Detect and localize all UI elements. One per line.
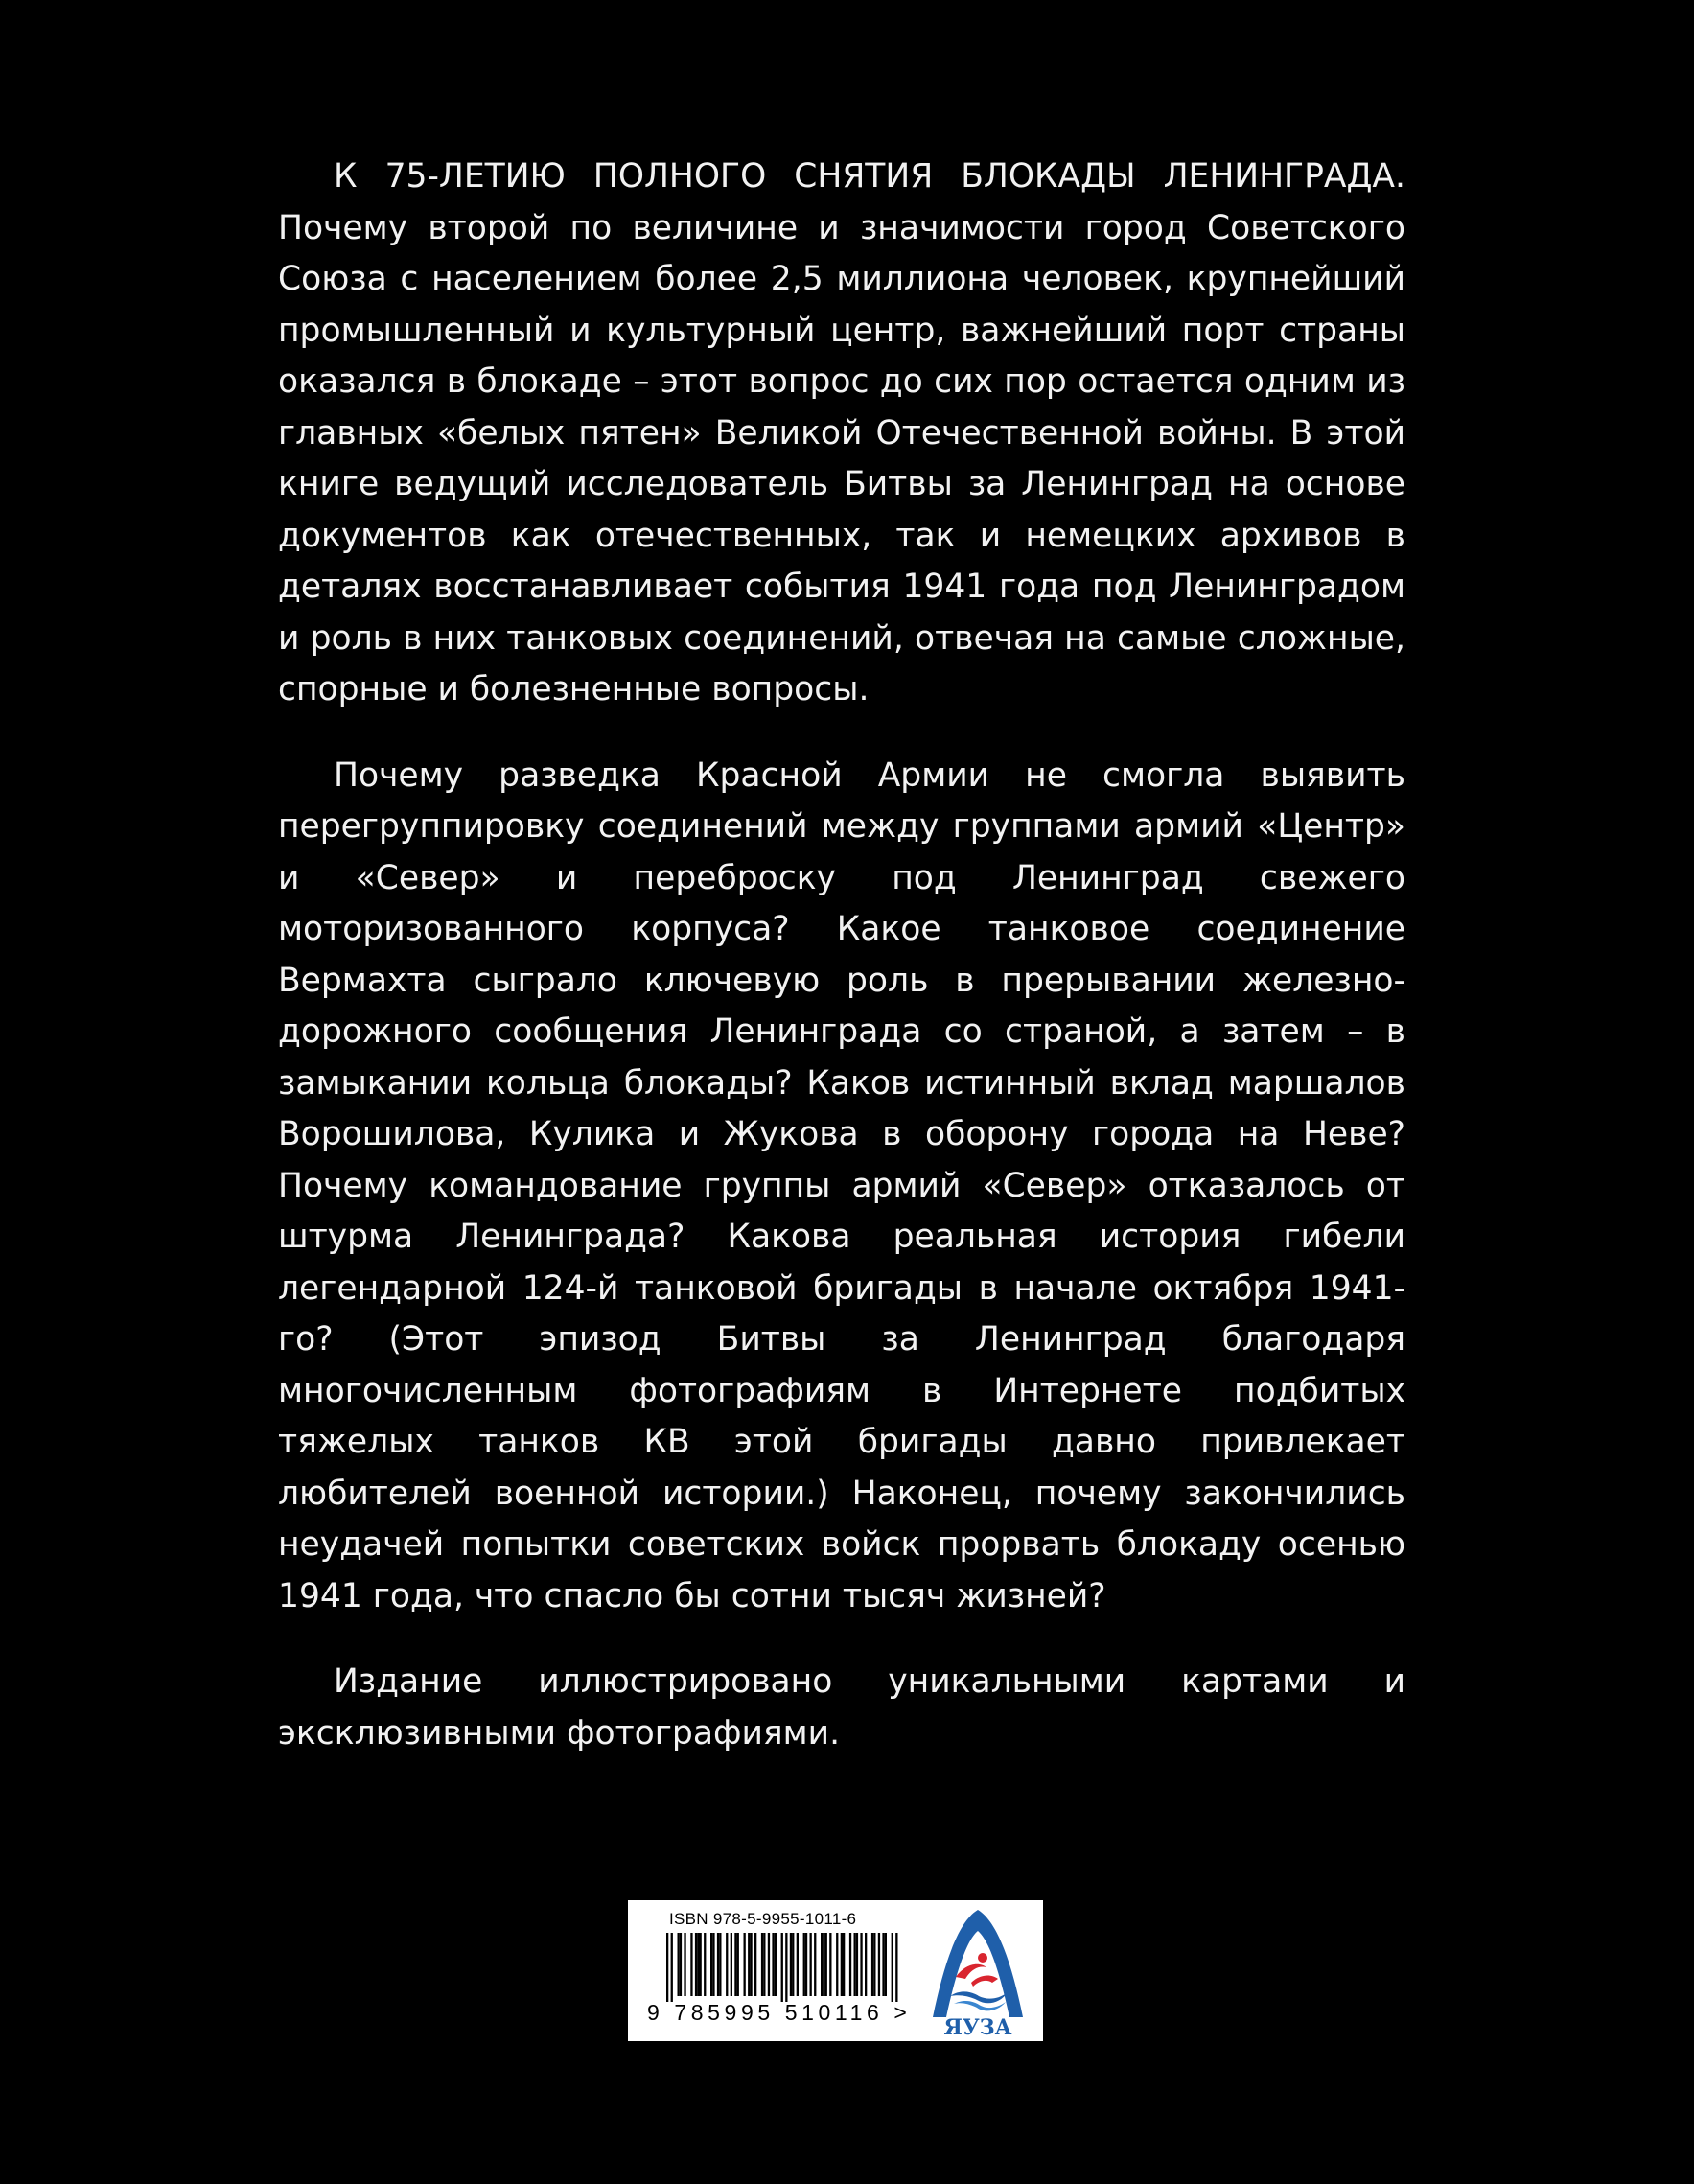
barcode-bar — [805, 1933, 807, 1996]
barcode-bar — [865, 1933, 867, 1996]
annotation-paragraph-1: К 75-ЛЕТИЮ ПОЛНОГО СНЯТИЯ БЛОКАДЫ ЛЕНИНГРАДА. Почему второй по величине и значимости город Советского Союза с населением более 2,5 миллиона человек, крупнейший промышленный и культурный центр, важнейший порт страны оказался в блокаде – этот вопрос до сих пор остается одним из главных «белых пятен» Великой Отечественной войны. В этой книге ведущий исследователь Битвы за Ленинград на основе документов как отечественных, так и немецких архивов в деталях восстанавливает события 1941 года под Ленинградом и роль в них танковых соединений, отвечая на самые сложные, спорные и болезненные вопросы. — [278, 157, 1405, 709]
barcode-bar — [792, 1933, 794, 1996]
barcode-bar — [882, 1933, 884, 1996]
barcode-bar — [892, 1933, 893, 2002]
barcode-bar — [712, 1933, 714, 1996]
barcode-bar — [836, 1933, 838, 1996]
barcode-bar — [854, 1933, 856, 1996]
barcode-bar — [772, 1933, 774, 1996]
barcode-bar — [666, 1933, 668, 2002]
barcode-bar — [684, 1933, 685, 1996]
barcode-bar — [841, 1933, 843, 1996]
barcode-bar — [671, 1933, 673, 2002]
barcode-bar — [878, 1933, 880, 1996]
barcode-bar — [803, 1933, 805, 1996]
barcode-bar — [748, 1933, 750, 1996]
annotation-paragraph-2: Почему разведка Красной Армии не смогла выявить перегруппировку соединений между группами армий «Центр» и «Север» и переброску под Ленинград свежего моторизованного корпуса? Какое танковое соединение Вермахта сыграло ключевую роль в прерывании железнодорожного сообщения Ленинграда со страной, а затем – в замыкании кольца блокады? Каков истинный вклад маршалов Ворошилова, Кулика и Жукова в оборону города на Неве? Почему командование группы армий «Север» отказалось от штурма Ленинграда? Какова реальная история гибели легендарной 124-й танковой бригады в начале октября 1941-го? (Этот эпизод Битвы за Ленинград благодаря многочисленным фотографиям в Интернете подбитых тяжелых танков КВ этой бригады давно привлекает любителей военной истории.) Наконец, почему закончились неудачей попытки советских войск прорвать блокаду осенью 1941 года, что спасло бы сотни тысяч жизней? — [278, 755, 1405, 1615]
barcode-bar — [849, 1933, 851, 1996]
barcode-bar — [885, 1933, 887, 1996]
barcode-digits: 9 785995 510116 > — [647, 2000, 912, 2025]
barcode-bar — [750, 1933, 752, 1996]
barcode-bar — [871, 1933, 873, 1996]
barcode-bar — [734, 1933, 736, 1996]
barcode-bar — [768, 1933, 770, 1996]
annotation-paragraph-3: Издание иллюстрировано уникальными картами и эксклюзивными фотографиями. — [278, 1662, 1405, 1753]
barcode-bar — [843, 1933, 845, 1996]
barcode-bar — [860, 1933, 862, 1996]
barcode-bar — [680, 1933, 682, 1996]
barcode-bar — [763, 1933, 765, 1996]
barcode-bar — [785, 1933, 787, 2002]
barcode-bar — [761, 1933, 763, 1996]
isbn-label: ISBN 978-5-9955-1011-6 — [669, 1910, 857, 1928]
barcode-bar — [737, 1933, 739, 1996]
isbn-barcode-panel — [628, 1900, 1043, 2041]
barcode-bar — [744, 1933, 746, 1996]
barcode-icon — [666, 1933, 902, 2002]
barcode-bar — [873, 1933, 875, 1996]
barcode-bar — [731, 1933, 732, 1996]
barcode-bar — [823, 1933, 824, 1996]
barcode-bar — [717, 1933, 719, 1996]
barcode-bar — [726, 1933, 728, 1996]
barcode-bar — [825, 1933, 827, 1996]
barcode-bar — [790, 1933, 792, 1996]
barcode-bar — [775, 1933, 777, 1996]
barcode-bar — [797, 1933, 799, 1996]
barcode-bar — [704, 1933, 706, 1996]
barcode-bar — [814, 1933, 816, 1996]
barcode-bar — [710, 1933, 712, 1996]
barcode-bar — [719, 1933, 721, 1996]
publisher-logo-text: ЯУЗА — [943, 2015, 1012, 2038]
barcode-bar — [829, 1933, 831, 1996]
barcode-bar — [695, 1933, 697, 1996]
barcode-bar — [754, 1933, 756, 1996]
barcode-bar — [678, 1933, 680, 1996]
barcode-bar — [821, 1933, 823, 1996]
publisher-logo-icon — [916, 1904, 1040, 2038]
barcode-bar — [697, 1933, 699, 1996]
barcode-bar — [700, 1933, 702, 1996]
barcode-bar — [810, 1933, 812, 1996]
barcode-bar — [856, 1933, 858, 1996]
barcode-bar — [690, 1933, 692, 1996]
barcode-bar — [895, 1933, 897, 2002]
barcode-bar — [781, 1933, 783, 2002]
annotation-text — [278, 151, 1405, 1759]
